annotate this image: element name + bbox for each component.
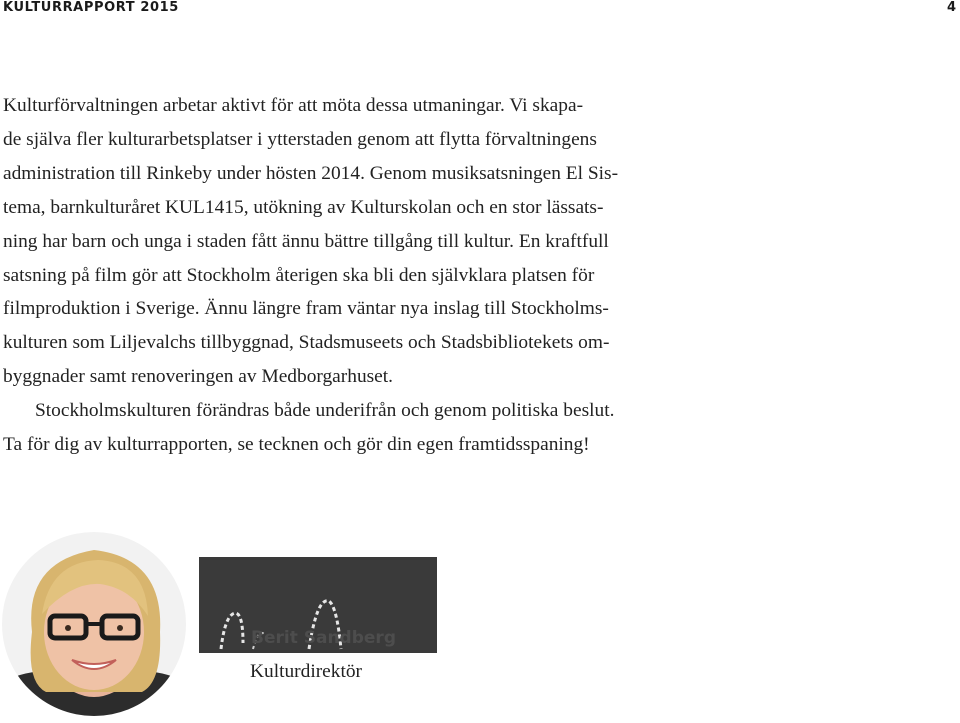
- text-line: Stockholmskulturen förändras både underifrån och genom politiska beslut.: [35, 400, 615, 422]
- signature-block: [199, 557, 437, 653]
- text-line: filmproduktion i Sverige. Ännu längre fram väntar nya inslag till Stockholms-: [3, 298, 609, 320]
- text-line: de själva fler kulturarbetsplatser i ytterstaden genom att flytta förvaltningens: [3, 128, 597, 150]
- body-text: [3, 89, 723, 462]
- text-line: satsning på film gör att Stockholm återigen ska bli den självklara platsen för: [3, 264, 595, 286]
- signature-title: Kulturdirektör: [250, 661, 363, 682]
- text-line: kulturen som Liljevalchs tillbyggnad, Stadsmuseets och Stadsbibliotekets om-: [3, 332, 610, 354]
- paragraph-1: [3, 89, 723, 394]
- text-line: administration till Rinkeby under hösten 2014. Genom musiksatsningen El Sis-: [3, 162, 619, 184]
- signature-name: Berit Sandberg: [251, 628, 396, 648]
- portrait-photo: [2, 532, 186, 716]
- text-line: ning har barn och unga i staden fått ännu bättre tillgång till kultur. En kraftfull: [3, 230, 609, 252]
- page-number: 4: [946, 0, 956, 15]
- text-line: Kulturförvaltningen arbetar aktivt för att möta dessa utmaningar. Vi skapa-: [3, 95, 584, 116]
- paragraph-2: [3, 394, 723, 462]
- text-line: byggnader samt renoveringen av Medborgarhuset.: [3, 366, 394, 388]
- portrait-illustration: [2, 532, 186, 716]
- text-line: tema, barnkulturåret KUL1415, utökning av Kulturskolan och en stor lässats-: [3, 196, 604, 218]
- running-title: KULTURRAPPORT 2015: [3, 0, 179, 15]
- text-line: Ta för dig av kulturrapporten, se tecknen och gör din egen framtidsspaning!: [3, 434, 590, 456]
